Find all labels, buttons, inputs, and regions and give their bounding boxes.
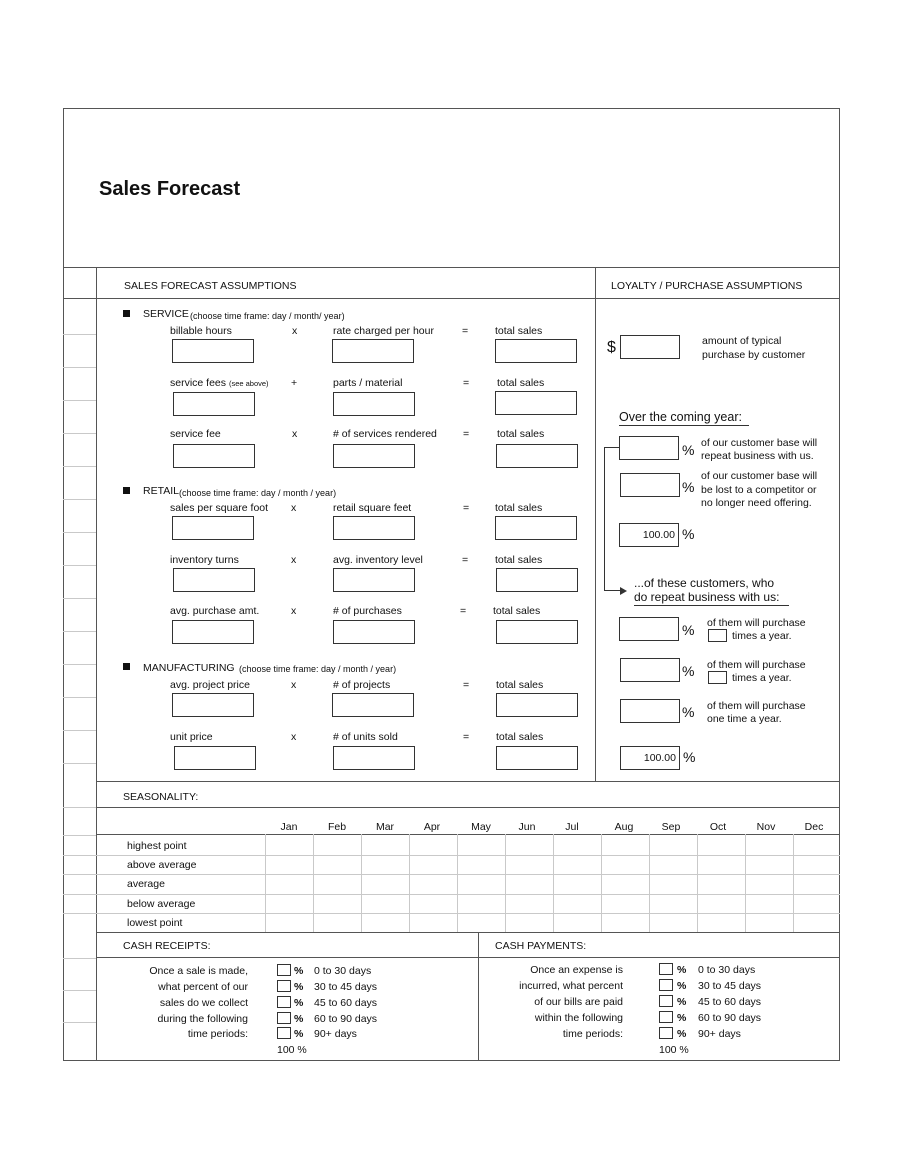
season-grid-row [96, 855, 840, 856]
month-dec: Dec [804, 821, 824, 833]
inventory-turns-label: inventory turns [170, 554, 239, 566]
receipts-pct-input-1[interactable] [277, 964, 291, 976]
manufacturing-total-sales-input-1[interactable] [496, 693, 578, 717]
retail-total-sales-input-2[interactable] [496, 568, 578, 592]
purchase-label-1b: times a year. [732, 630, 792, 642]
receipts-pct-input-5[interactable] [277, 1027, 291, 1039]
season-row-highest: highest point [127, 840, 187, 852]
section-header-divider [63, 298, 840, 299]
lost-label-3: no longer need offering. [701, 497, 812, 509]
avg-project-price-input[interactable] [172, 693, 254, 717]
seasonality-top-rule [96, 781, 840, 782]
sales-per-sqft-input[interactable] [172, 516, 254, 540]
season-grid-col [601, 834, 602, 933]
rate-per-hour-label: rate charged per hour [333, 325, 434, 337]
receipts-pct-input-4[interactable] [277, 1012, 291, 1024]
percent-sign: % [682, 622, 695, 638]
num-purchases-input[interactable] [333, 620, 415, 644]
margin-grid-line [63, 466, 96, 467]
payments-question-4: within the following [534, 1012, 623, 1024]
multiply-op: x [291, 502, 297, 514]
season-grid-col [553, 834, 554, 933]
season-grid-col [361, 834, 362, 933]
receipts-pct-input-3[interactable] [277, 996, 291, 1008]
seasonality-header-rule [96, 807, 840, 808]
rate-per-hour-input[interactable] [332, 339, 414, 363]
purchase-freq-pct-input-1[interactable] [619, 617, 679, 641]
season-grid-row [96, 913, 840, 914]
equals-op: = [463, 377, 470, 389]
total-sales-label: total sales [497, 428, 545, 440]
multiply-op: x [291, 731, 297, 743]
unit-price-label: unit price [170, 731, 213, 743]
margin-grid-line [63, 1022, 96, 1023]
season-grid-col [265, 834, 266, 933]
season-grid-col [409, 834, 410, 933]
season-grid-col [697, 834, 698, 933]
margin-grid-line [63, 990, 96, 991]
times-per-year-input-2[interactable] [708, 671, 727, 684]
payments-period-2: 30 to 45 days [698, 980, 762, 992]
season-grid-col [793, 834, 794, 933]
payments-pct-input-5[interactable] [659, 1027, 673, 1039]
receipts-question-1: Once a sale is made, [149, 965, 248, 977]
num-purchases-label: # of purchases [333, 605, 402, 617]
percent-sign: % [677, 980, 687, 992]
receipts-question-2: what percent of our [158, 981, 248, 993]
margin-grid-line [63, 913, 96, 914]
season-grid-col [457, 834, 458, 933]
page-title: Sales Forecast [99, 178, 241, 200]
receipts-question-5: time periods: [187, 1028, 248, 1040]
multiply-op: x [292, 428, 298, 440]
margin-grid-line [63, 565, 96, 566]
percent-sign: % [294, 981, 304, 993]
parts-material-label: parts / material [333, 377, 403, 389]
avg-purchase-label: avg. purchase amt. [170, 605, 260, 617]
margin-grid-line [63, 855, 96, 856]
these-customers-underline [634, 605, 789, 606]
season-grid-row [96, 874, 840, 875]
retail-total-sales-input-3[interactable] [496, 620, 578, 644]
equals-op: = [462, 554, 469, 566]
service-fees-note: (see above) [228, 379, 269, 388]
service-bullet [123, 310, 130, 317]
total-sales-label: total sales [495, 325, 543, 337]
receipts-period-2: 30 to 45 days [314, 981, 378, 993]
margin-grid-line [63, 367, 96, 368]
loyalty-total-2-value: 100.00 [643, 752, 676, 764]
equals-op: = [462, 325, 469, 337]
typical-purchase-label-1: amount of typical [702, 335, 782, 347]
connector-vertical [604, 447, 605, 590]
repeat-label-1: of our customer base will [701, 437, 818, 449]
receipts-period-3: 45 to 60 days [314, 997, 378, 1009]
cash-divider [478, 932, 479, 1061]
margin-grid-line [63, 835, 96, 836]
services-rendered-label: # of services rendered [333, 428, 437, 440]
month-may: May [471, 821, 491, 833]
season-grid-col [649, 834, 650, 933]
lost-customer-pct-input[interactable] [620, 473, 680, 497]
left-margin-rule [96, 267, 97, 1061]
cash-top-rule [96, 932, 840, 933]
service-label: SERVICE [143, 308, 189, 320]
receipts-question-4: during the following [157, 1013, 248, 1025]
retail-bullet [123, 487, 130, 494]
season-row-lowest: lowest point [127, 917, 183, 929]
margin-grid-line [63, 598, 96, 599]
percent-sign: % [682, 526, 695, 542]
margin-grid-line [63, 433, 96, 434]
percent-sign: % [294, 1028, 304, 1040]
season-grid-col [745, 834, 746, 933]
percent-sign: % [677, 996, 687, 1008]
over-coming-year-label: Over the coming year: [619, 410, 742, 424]
purchase-freq-pct-input-2[interactable] [620, 658, 680, 682]
payments-pct-input-3[interactable] [659, 995, 673, 1007]
multiply-op: x [291, 679, 297, 691]
payments-pct-input-1[interactable] [659, 963, 673, 975]
sales-per-sqft-label: sales per square foot [170, 502, 269, 514]
equals-op: = [463, 428, 470, 440]
num-projects-label: # of projects [333, 679, 391, 691]
total-sales-label: total sales [493, 605, 541, 617]
margin-grid-line [63, 499, 96, 500]
percent-sign: % [294, 965, 304, 977]
payments-period-4: 60 to 90 days [698, 1012, 762, 1024]
units-sold-label: # of units sold [333, 731, 398, 743]
margin-grid-line [63, 334, 96, 335]
payments-period-1: 0 to 30 days [698, 964, 756, 976]
connector-top [604, 447, 619, 448]
frame-left [63, 108, 64, 1061]
margin-grid-line [63, 874, 96, 875]
services-rendered-input[interactable] [333, 444, 415, 468]
service-total-sales-input-3[interactable] [496, 444, 578, 468]
service-timeframe: (choose time frame: day / month/ year) [190, 311, 345, 321]
purchase-label-2a: of them will purchase [707, 659, 806, 671]
inventory-turns-input[interactable] [173, 568, 255, 592]
retail-sqft-label: retail square feet [333, 502, 412, 514]
margin-grid-line [63, 631, 96, 632]
loyalty-total-1-value: 100.00 [642, 529, 675, 541]
header-divider [63, 267, 840, 268]
margin-grid-line [63, 532, 96, 533]
retail-total-sales-input-1[interactable] [495, 516, 577, 540]
month-sep: Sep [661, 821, 681, 833]
equals-op: = [463, 731, 470, 743]
frame-top [63, 108, 840, 109]
season-grid-col [313, 834, 314, 933]
service-fees-input[interactable] [173, 392, 255, 416]
service-fee-input[interactable] [173, 444, 255, 468]
sales-assumptions-header: SALES FORECAST ASSUMPTIONS [124, 280, 297, 292]
frame-right [839, 108, 840, 1061]
service-fee-label: service fee [170, 428, 221, 440]
equals-op: = [460, 605, 467, 617]
payments-question-2: incurred, what percent [519, 980, 623, 992]
month-aug: Aug [614, 821, 634, 833]
lost-label-1: of our customer base will [701, 470, 818, 482]
total-sales-label: total sales [495, 554, 543, 566]
season-row-average: average [127, 878, 165, 890]
multiply-op: x [291, 554, 297, 566]
total-sales-label: total sales [496, 731, 544, 743]
percent-sign: % [677, 1012, 687, 1024]
margin-grid-line [63, 730, 96, 731]
service-fees-label [170, 377, 269, 390]
over-coming-year-underline [619, 425, 749, 426]
seasonality-header: SEASONALITY: [123, 791, 199, 803]
month-feb: Feb [327, 821, 347, 833]
month-jun: Jun [518, 821, 536, 833]
retail-label: RETAIL [143, 485, 179, 497]
loyalty-total-2 [620, 746, 680, 770]
multiply-op: x [292, 325, 298, 337]
percent-sign: % [682, 442, 695, 458]
these-customers-label-2: do repeat business with us: [634, 590, 780, 604]
avg-inventory-input[interactable] [333, 568, 415, 592]
manufacturing-label: MANUFACTURING [143, 662, 235, 674]
repeat-label-2: repeat business with us. [701, 450, 814, 462]
margin-grid-line [63, 697, 96, 698]
cash-payments-header: CASH PAYMENTS: [495, 940, 587, 952]
avg-inventory-label: avg. inventory level [333, 554, 423, 566]
payments-pct-input-4[interactable] [659, 1011, 673, 1023]
total-sales-label: total sales [497, 377, 545, 389]
purchase-freq-pct-input-3[interactable] [620, 699, 680, 723]
avg-purchase-input[interactable] [172, 620, 254, 644]
service-fees-text: service fees [170, 377, 227, 389]
parts-material-input[interactable] [333, 392, 415, 416]
billable-hours-label: billable hours [170, 325, 232, 337]
receipts-question-3: sales do we collect [159, 997, 248, 1009]
retail-timeframe: (choose time frame: day / month / year) [179, 488, 337, 498]
receipts-total: 100 % [277, 1044, 307, 1056]
receipts-period-1: 0 to 30 days [314, 965, 372, 977]
purchase-label-3a: of them will purchase [707, 700, 806, 712]
typical-purchase-input[interactable] [620, 335, 680, 359]
season-row-above-average: above average [127, 859, 197, 871]
manufacturing-bullet [123, 663, 130, 670]
loyalty-header: LOYALTY / PURCHASE ASSUMPTIONS [611, 280, 803, 292]
month-jul: Jul [565, 821, 579, 833]
receipts-period-4: 60 to 90 days [314, 1013, 378, 1025]
loyalty-column-divider [595, 267, 596, 781]
unit-price-input[interactable] [174, 746, 256, 770]
times-per-year-input-1[interactable] [708, 629, 727, 642]
receipts-period-5: 90+ days [314, 1028, 357, 1040]
months-row-rule [96, 834, 840, 835]
payments-question-3: of our bills are paid [534, 996, 623, 1008]
percent-sign: % [294, 1013, 304, 1025]
total-sales-label: total sales [495, 502, 543, 514]
percent-sign: % [677, 964, 687, 976]
retail-sqft-input[interactable] [333, 516, 415, 540]
month-apr: Apr [423, 821, 441, 833]
arrow-head-icon [620, 587, 627, 595]
multiply-op: x [291, 605, 297, 617]
payments-total: 100 % [659, 1044, 689, 1056]
service-total-sales-input-1[interactable] [495, 339, 577, 363]
purchase-label-2b: times a year. [732, 672, 792, 684]
typical-purchase-label-2: purchase by customer [702, 349, 806, 361]
percent-sign: % [294, 997, 304, 1009]
margin-grid-line [63, 763, 96, 764]
total-sales-label: total sales [496, 679, 544, 691]
month-oct: Oct [709, 821, 727, 833]
season-grid-row [96, 894, 840, 895]
avg-project-price-label: avg. project price [170, 679, 250, 691]
month-nov: Nov [756, 821, 776, 833]
cash-receipts-header: CASH RECEIPTS: [123, 940, 211, 952]
purchase-label-1a: of them will purchase [707, 617, 806, 629]
billable-hours-input[interactable] [172, 339, 254, 363]
payments-question-5: time periods: [562, 1028, 623, 1040]
margin-grid-line [63, 664, 96, 665]
margin-grid-line [63, 958, 96, 959]
margin-grid-line [63, 400, 96, 401]
equals-op: = [463, 502, 470, 514]
units-sold-input[interactable] [333, 746, 415, 770]
margin-grid-line [63, 807, 96, 808]
month-jan: Jan [280, 821, 298, 833]
percent-sign: % [683, 749, 696, 765]
cash-header-rule [96, 957, 840, 958]
payments-period-3: 45 to 60 days [698, 996, 762, 1008]
season-row-below-average: below average [127, 898, 196, 910]
loyalty-total-1 [619, 523, 679, 547]
payments-question-1: Once an expense is [530, 964, 623, 976]
repeat-customer-pct-input[interactable] [619, 436, 679, 460]
percent-sign: % [677, 1028, 687, 1040]
receipts-pct-input-2[interactable] [277, 980, 291, 992]
service-total-sales-input-2[interactable] [495, 391, 577, 415]
equals-op: = [463, 679, 470, 691]
margin-grid-line [63, 894, 96, 895]
payments-pct-input-2[interactable] [659, 979, 673, 991]
manufacturing-total-sales-input-2[interactable] [496, 746, 578, 770]
these-customers-label-1: ...of these customers, who [634, 576, 775, 590]
num-projects-input[interactable] [332, 693, 414, 717]
purchase-label-3b: one time a year. [707, 713, 782, 725]
dollar-sign: $ [607, 339, 616, 356]
plus-op: + [291, 377, 298, 389]
frame-bottom [63, 1060, 840, 1061]
payments-period-5: 90+ days [698, 1028, 741, 1040]
percent-sign: % [682, 704, 695, 720]
manufacturing-timeframe: (choose time frame: day / month / year) [239, 664, 397, 674]
month-mar: Mar [375, 821, 395, 833]
percent-sign: % [682, 479, 695, 495]
lost-label-2: be lost to a competitor or [701, 484, 817, 496]
percent-sign: % [682, 663, 695, 679]
season-grid-col [505, 834, 506, 933]
